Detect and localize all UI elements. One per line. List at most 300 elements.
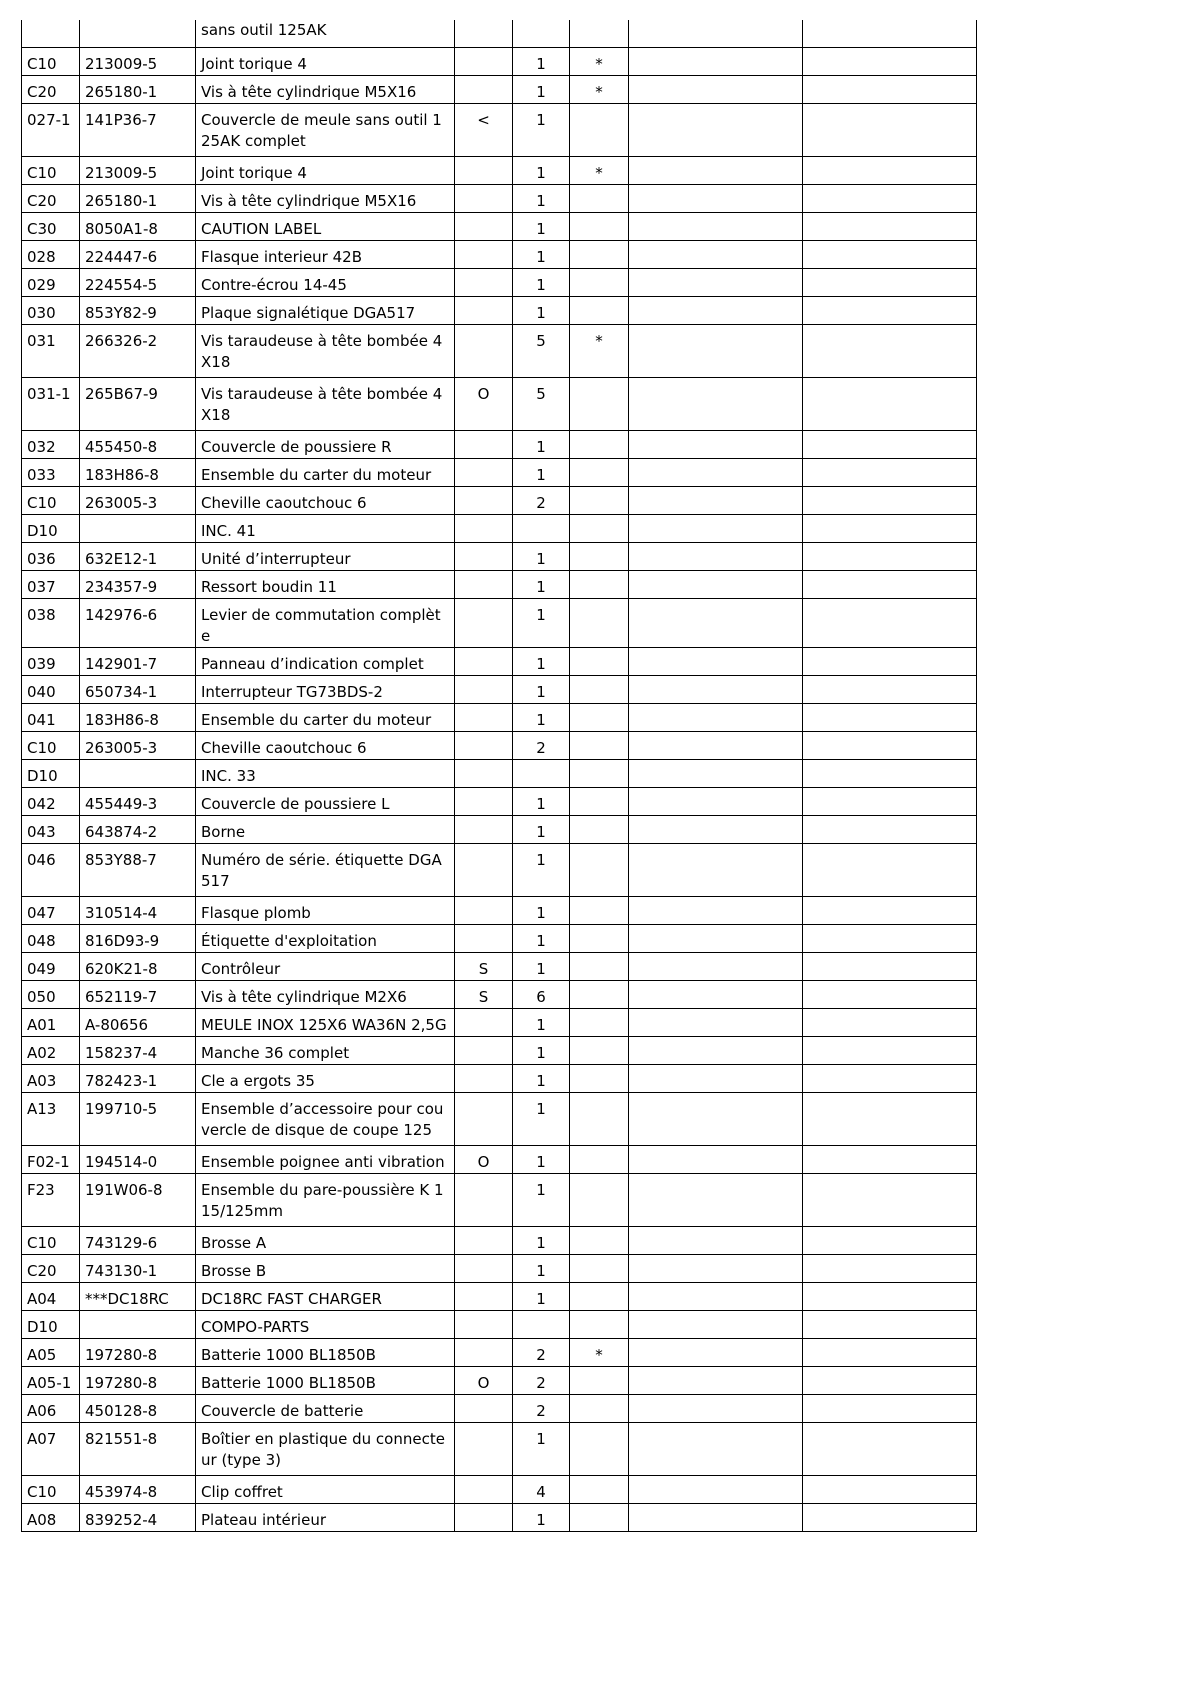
mark-cell xyxy=(570,980,629,1008)
blank-cell-a xyxy=(629,212,803,240)
quantity-cell: 1 xyxy=(513,843,570,896)
table-row xyxy=(22,47,977,75)
blank-cell-b xyxy=(803,1092,977,1145)
mark-cell xyxy=(570,703,629,731)
part-number-cell: 310514-4 xyxy=(80,896,196,924)
quantity-cell: 1 xyxy=(513,458,570,486)
note-cell xyxy=(455,1226,513,1254)
part-number-cell: 197280-8 xyxy=(80,1366,196,1394)
note-cell xyxy=(455,1173,513,1226)
description-cell: Plateau intérieur xyxy=(196,1503,455,1531)
quantity-cell: 1 xyxy=(513,1503,570,1531)
quantity-cell: 1 xyxy=(513,924,570,952)
item-number-cell: C20 xyxy=(22,184,80,212)
item-number-cell: A04 xyxy=(22,1282,80,1310)
table-row xyxy=(22,675,977,703)
note-cell xyxy=(455,924,513,952)
table-row xyxy=(22,759,977,787)
part-number-cell: A-80656 xyxy=(80,1008,196,1036)
note-cell xyxy=(455,1475,513,1503)
blank-cell-b xyxy=(803,156,977,184)
blank-cell-b xyxy=(803,1422,977,1475)
blank-cell-a xyxy=(629,598,803,647)
description-cell: Flasque interieur 42B xyxy=(196,240,455,268)
blank-cell-a xyxy=(629,1338,803,1366)
table-row xyxy=(22,843,977,896)
mark-cell xyxy=(570,843,629,896)
mark-cell xyxy=(570,815,629,843)
description-cell: Levier de commutation complète xyxy=(196,598,455,647)
description-cell: Ensemble poignee anti vibration xyxy=(196,1145,455,1173)
blank-cell-a xyxy=(629,731,803,759)
blank-cell-a xyxy=(629,542,803,570)
quantity-cell: 1 xyxy=(513,542,570,570)
note-cell xyxy=(455,896,513,924)
blank-cell-b xyxy=(803,1503,977,1531)
table-row xyxy=(22,75,977,103)
mark-cell xyxy=(570,103,629,156)
quantity-cell: 5 xyxy=(513,324,570,377)
note-cell xyxy=(455,542,513,570)
note-cell xyxy=(455,458,513,486)
item-number-cell: A03 xyxy=(22,1064,80,1092)
blank-cell-a xyxy=(629,787,803,815)
mark-cell xyxy=(570,184,629,212)
blank-cell-b xyxy=(803,1064,977,1092)
table-row xyxy=(22,1422,977,1475)
description-cell: Ressort boudin 11 xyxy=(196,570,455,598)
quantity-cell: 1 xyxy=(513,75,570,103)
blank-cell-a xyxy=(629,1173,803,1226)
quantity-cell: 1 xyxy=(513,703,570,731)
mark-cell xyxy=(570,1145,629,1173)
item-number-cell: D10 xyxy=(22,759,80,787)
item-number-cell: 042 xyxy=(22,787,80,815)
part-number-cell: 650734-1 xyxy=(80,675,196,703)
note-cell xyxy=(455,1310,513,1338)
description-cell: Ensemble d’accessoire pour couvercle de disque de coupe 125 xyxy=(196,1092,455,1145)
table-row xyxy=(22,815,977,843)
description-cell: Manche 36 complet xyxy=(196,1036,455,1064)
note-cell: O xyxy=(455,1366,513,1394)
part-number-cell xyxy=(80,1310,196,1338)
mark-cell xyxy=(570,1173,629,1226)
part-number-cell: 199710-5 xyxy=(80,1092,196,1145)
blank-cell-a xyxy=(629,1422,803,1475)
description-cell: INC. 41 xyxy=(196,514,455,542)
table-row xyxy=(22,212,977,240)
description-cell: Cheville caoutchouc 6 xyxy=(196,731,455,759)
mark-cell xyxy=(570,1092,629,1145)
item-number-cell: 037 xyxy=(22,570,80,598)
mark-cell xyxy=(570,1254,629,1282)
mark-cell xyxy=(570,1475,629,1503)
part-number-cell: 141P36-7 xyxy=(80,103,196,156)
item-number-cell: 047 xyxy=(22,896,80,924)
mark-cell xyxy=(570,1282,629,1310)
note-cell xyxy=(455,647,513,675)
quantity-cell: 1 xyxy=(513,1064,570,1092)
blank-cell-b xyxy=(803,1338,977,1366)
note-cell xyxy=(455,1282,513,1310)
quantity-cell: 1 xyxy=(513,47,570,75)
table-row xyxy=(22,1145,977,1173)
mark-cell xyxy=(570,924,629,952)
table-row xyxy=(22,184,977,212)
item-number-cell: 046 xyxy=(22,843,80,896)
blank-cell-b xyxy=(803,296,977,324)
quantity-cell: 1 xyxy=(513,240,570,268)
item-number-cell: D10 xyxy=(22,514,80,542)
quantity-cell: 2 xyxy=(513,1394,570,1422)
note-cell xyxy=(455,324,513,377)
note-cell xyxy=(455,514,513,542)
blank-cell-b xyxy=(803,458,977,486)
blank-cell-a xyxy=(629,240,803,268)
quantity-cell: 1 xyxy=(513,430,570,458)
note-cell xyxy=(455,184,513,212)
blank-cell-b xyxy=(803,324,977,377)
blank-cell-a xyxy=(629,184,803,212)
blank-cell-b xyxy=(803,703,977,731)
mark-cell xyxy=(570,1310,629,1338)
note-cell xyxy=(455,1064,513,1092)
part-number-cell: 821551-8 xyxy=(80,1422,196,1475)
note-cell: O xyxy=(455,1145,513,1173)
description-cell: Borne xyxy=(196,815,455,843)
mark-cell xyxy=(570,952,629,980)
blank-cell-b xyxy=(803,1310,977,1338)
quantity-cell: 1 xyxy=(513,1008,570,1036)
quantity-cell: 1 xyxy=(513,1226,570,1254)
blank-cell-b xyxy=(803,647,977,675)
quantity-cell: 2 xyxy=(513,731,570,759)
mark-cell xyxy=(570,486,629,514)
part-number-cell: 213009-5 xyxy=(80,47,196,75)
item-number-cell: C10 xyxy=(22,486,80,514)
mark-cell xyxy=(570,296,629,324)
description-cell: Ensemble du carter du moteur xyxy=(196,703,455,731)
blank-cell-a xyxy=(629,759,803,787)
item-number-cell: 049 xyxy=(22,952,80,980)
quantity-cell: 1 xyxy=(513,212,570,240)
quantity-cell xyxy=(513,20,570,47)
table-row xyxy=(22,103,977,156)
item-number-cell: 043 xyxy=(22,815,80,843)
item-number-cell: C20 xyxy=(22,75,80,103)
note-cell xyxy=(455,75,513,103)
table-row xyxy=(22,703,977,731)
item-number-cell: 027-1 xyxy=(22,103,80,156)
table-row xyxy=(22,980,977,1008)
item-number-cell: 050 xyxy=(22,980,80,1008)
item-number-cell: 038 xyxy=(22,598,80,647)
note-cell xyxy=(455,1254,513,1282)
blank-cell-a xyxy=(629,703,803,731)
blank-cell-a xyxy=(629,1145,803,1173)
blank-cell-a xyxy=(629,514,803,542)
mark-cell xyxy=(570,1422,629,1475)
note-cell xyxy=(455,20,513,47)
table-row xyxy=(22,20,977,47)
mark-cell xyxy=(570,1036,629,1064)
quantity-cell: 1 xyxy=(513,1145,570,1173)
mark-cell: * xyxy=(570,75,629,103)
table-row xyxy=(22,787,977,815)
table-row xyxy=(22,1475,977,1503)
part-number-cell: 652119-7 xyxy=(80,980,196,1008)
blank-cell-b xyxy=(803,47,977,75)
note-cell: S xyxy=(455,980,513,1008)
quantity-cell xyxy=(513,759,570,787)
blank-cell-a xyxy=(629,952,803,980)
part-number-cell: 453974-8 xyxy=(80,1475,196,1503)
part-number-cell: 224447-6 xyxy=(80,240,196,268)
blank-cell-b xyxy=(803,103,977,156)
part-number-cell: 632E12-1 xyxy=(80,542,196,570)
mark-cell xyxy=(570,514,629,542)
note-cell xyxy=(455,156,513,184)
item-number-cell: A13 xyxy=(22,1092,80,1145)
description-cell: MEULE INOX 125X6 WA36N 2,5G xyxy=(196,1008,455,1036)
part-number-cell: 194514-0 xyxy=(80,1145,196,1173)
item-number-cell: F23 xyxy=(22,1173,80,1226)
table-row xyxy=(22,458,977,486)
table-row xyxy=(22,156,977,184)
part-number-cell: 643874-2 xyxy=(80,815,196,843)
mark-cell xyxy=(570,1008,629,1036)
mark-cell xyxy=(570,570,629,598)
item-number-cell: C10 xyxy=(22,156,80,184)
blank-cell-a xyxy=(629,1394,803,1422)
blank-cell-a xyxy=(629,486,803,514)
item-number-cell: C20 xyxy=(22,1254,80,1282)
part-number-cell: 450128-8 xyxy=(80,1394,196,1422)
quantity-cell: 1 xyxy=(513,647,570,675)
blank-cell-b xyxy=(803,377,977,430)
description-cell: Brosse A xyxy=(196,1226,455,1254)
quantity-cell: 1 xyxy=(513,815,570,843)
mark-cell xyxy=(570,377,629,430)
blank-cell-b xyxy=(803,514,977,542)
note-cell xyxy=(455,212,513,240)
description-cell: COMPO-PARTS xyxy=(196,1310,455,1338)
table-row xyxy=(22,1254,977,1282)
table-row xyxy=(22,1282,977,1310)
quantity-cell: 1 xyxy=(513,896,570,924)
item-number-cell: 029 xyxy=(22,268,80,296)
mark-cell xyxy=(570,731,629,759)
quantity-cell: 6 xyxy=(513,980,570,1008)
quantity-cell: 1 xyxy=(513,1254,570,1282)
blank-cell-a xyxy=(629,103,803,156)
table-row xyxy=(22,268,977,296)
description-cell: INC. 33 xyxy=(196,759,455,787)
item-number-cell: A05 xyxy=(22,1338,80,1366)
blank-cell-b xyxy=(803,212,977,240)
quantity-cell: 1 xyxy=(513,184,570,212)
description-cell: Vis à tête cylindrique M5X16 xyxy=(196,184,455,212)
mark-cell xyxy=(570,759,629,787)
description-cell: Cheville caoutchouc 6 xyxy=(196,486,455,514)
quantity-cell: 1 xyxy=(513,268,570,296)
mark-cell xyxy=(570,542,629,570)
item-number-cell: 039 xyxy=(22,647,80,675)
blank-cell-b xyxy=(803,1254,977,1282)
description-cell: Couvercle de poussiere R xyxy=(196,430,455,458)
blank-cell-a xyxy=(629,843,803,896)
table-row xyxy=(22,1338,977,1366)
mark-cell xyxy=(570,647,629,675)
part-number-cell xyxy=(80,514,196,542)
table-row xyxy=(22,377,977,430)
mark-cell xyxy=(570,268,629,296)
part-number-cell xyxy=(80,759,196,787)
description-cell: Couvercle de meule sans outil 125AK complet xyxy=(196,103,455,156)
table-row xyxy=(22,514,977,542)
blank-cell-a xyxy=(629,324,803,377)
description-cell: Flasque plomb xyxy=(196,896,455,924)
blank-cell-b xyxy=(803,1226,977,1254)
quantity-cell: 1 xyxy=(513,1173,570,1226)
note-cell xyxy=(455,240,513,268)
mark-cell xyxy=(570,675,629,703)
blank-cell-a xyxy=(629,896,803,924)
table-row xyxy=(22,486,977,514)
item-number-cell: D10 xyxy=(22,1310,80,1338)
quantity-cell: 1 xyxy=(513,787,570,815)
blank-cell-b xyxy=(803,896,977,924)
table-row xyxy=(22,1226,977,1254)
note-cell xyxy=(455,1503,513,1531)
item-number-cell: 040 xyxy=(22,675,80,703)
blank-cell-a xyxy=(629,1254,803,1282)
mark-cell xyxy=(570,212,629,240)
note-cell xyxy=(455,1394,513,1422)
blank-cell-b xyxy=(803,598,977,647)
note-cell xyxy=(455,1422,513,1475)
blank-cell-a xyxy=(629,980,803,1008)
item-number-cell: 036 xyxy=(22,542,80,570)
quantity-cell: 1 xyxy=(513,296,570,324)
quantity-cell: 1 xyxy=(513,103,570,156)
table-row xyxy=(22,570,977,598)
item-number-cell xyxy=(22,20,80,47)
description-cell: Unité d’interrupteur xyxy=(196,542,455,570)
blank-cell-a xyxy=(629,1008,803,1036)
table-row xyxy=(22,1310,977,1338)
blank-cell-b xyxy=(803,1036,977,1064)
quantity-cell xyxy=(513,514,570,542)
blank-cell-b xyxy=(803,75,977,103)
part-number-cell: 455450-8 xyxy=(80,430,196,458)
description-cell: Interrupteur TG73BDS-2 xyxy=(196,675,455,703)
blank-cell-a xyxy=(629,570,803,598)
mark-cell xyxy=(570,458,629,486)
blank-cell-a xyxy=(629,1036,803,1064)
blank-cell-b xyxy=(803,1145,977,1173)
table-row xyxy=(22,1008,977,1036)
part-number-cell: 234357-9 xyxy=(80,570,196,598)
item-number-cell: C10 xyxy=(22,47,80,75)
blank-cell-a xyxy=(629,1092,803,1145)
quantity-cell: 4 xyxy=(513,1475,570,1503)
description-cell: Étiquette d'exploitation xyxy=(196,924,455,952)
blank-cell-a xyxy=(629,75,803,103)
table-row xyxy=(22,924,977,952)
description-cell: CAUTION LABEL xyxy=(196,212,455,240)
description-cell: Contrôleur xyxy=(196,952,455,980)
table-row xyxy=(22,1064,977,1092)
blank-cell-a xyxy=(629,1064,803,1092)
blank-cell-b xyxy=(803,570,977,598)
description-cell: Ensemble du pare-poussière K 115/125mm xyxy=(196,1173,455,1226)
note-cell xyxy=(455,731,513,759)
blank-cell-b xyxy=(803,1173,977,1226)
note-cell: S xyxy=(455,952,513,980)
table-row xyxy=(22,1366,977,1394)
table-row xyxy=(22,296,977,324)
description-cell: Couvercle de poussiere L xyxy=(196,787,455,815)
description-cell: Plaque signalétique DGA517 xyxy=(196,296,455,324)
description-cell: sans outil 125AK xyxy=(196,20,455,47)
blank-cell-a xyxy=(629,1282,803,1310)
part-number-cell: 853Y82-9 xyxy=(80,296,196,324)
part-number-cell: ***DC18RC xyxy=(80,1282,196,1310)
blank-cell-a xyxy=(629,675,803,703)
description-cell: Numéro de série. étiquette DGA517 xyxy=(196,843,455,896)
mark-cell xyxy=(570,1226,629,1254)
blank-cell-b xyxy=(803,430,977,458)
blank-cell-b xyxy=(803,1282,977,1310)
part-number-cell: 743130-1 xyxy=(80,1254,196,1282)
table-row xyxy=(22,324,977,377)
item-number-cell: A02 xyxy=(22,1036,80,1064)
item-number-cell: A08 xyxy=(22,1503,80,1531)
mark-cell xyxy=(570,598,629,647)
description-cell: Boîtier en plastique du connecteur (type 3) xyxy=(196,1422,455,1475)
quantity-cell: 1 xyxy=(513,1036,570,1064)
blank-cell-b xyxy=(803,815,977,843)
blank-cell-b xyxy=(803,1475,977,1503)
part-number-cell xyxy=(80,20,196,47)
note-cell xyxy=(455,268,513,296)
table-row xyxy=(22,896,977,924)
mark-cell xyxy=(570,1503,629,1531)
blank-cell-b xyxy=(803,1394,977,1422)
mark-cell xyxy=(570,240,629,268)
quantity-cell: 1 xyxy=(513,1092,570,1145)
mark-cell: * xyxy=(570,47,629,75)
blank-cell-b xyxy=(803,675,977,703)
part-number-cell: 183H86-8 xyxy=(80,458,196,486)
table-row xyxy=(22,1394,977,1422)
part-number-cell: 142901-7 xyxy=(80,647,196,675)
note-cell xyxy=(455,675,513,703)
note-cell xyxy=(455,47,513,75)
quantity-cell xyxy=(513,1310,570,1338)
blank-cell-b xyxy=(803,240,977,268)
item-number-cell: 048 xyxy=(22,924,80,952)
note-cell xyxy=(455,759,513,787)
description-cell: Vis à tête cylindrique M2X6 xyxy=(196,980,455,1008)
quantity-cell: 1 xyxy=(513,952,570,980)
part-number-cell: 455449-3 xyxy=(80,787,196,815)
quantity-cell: 5 xyxy=(513,377,570,430)
part-number-cell: 158237-4 xyxy=(80,1036,196,1064)
blank-cell-a xyxy=(629,647,803,675)
mark-cell xyxy=(570,20,629,47)
